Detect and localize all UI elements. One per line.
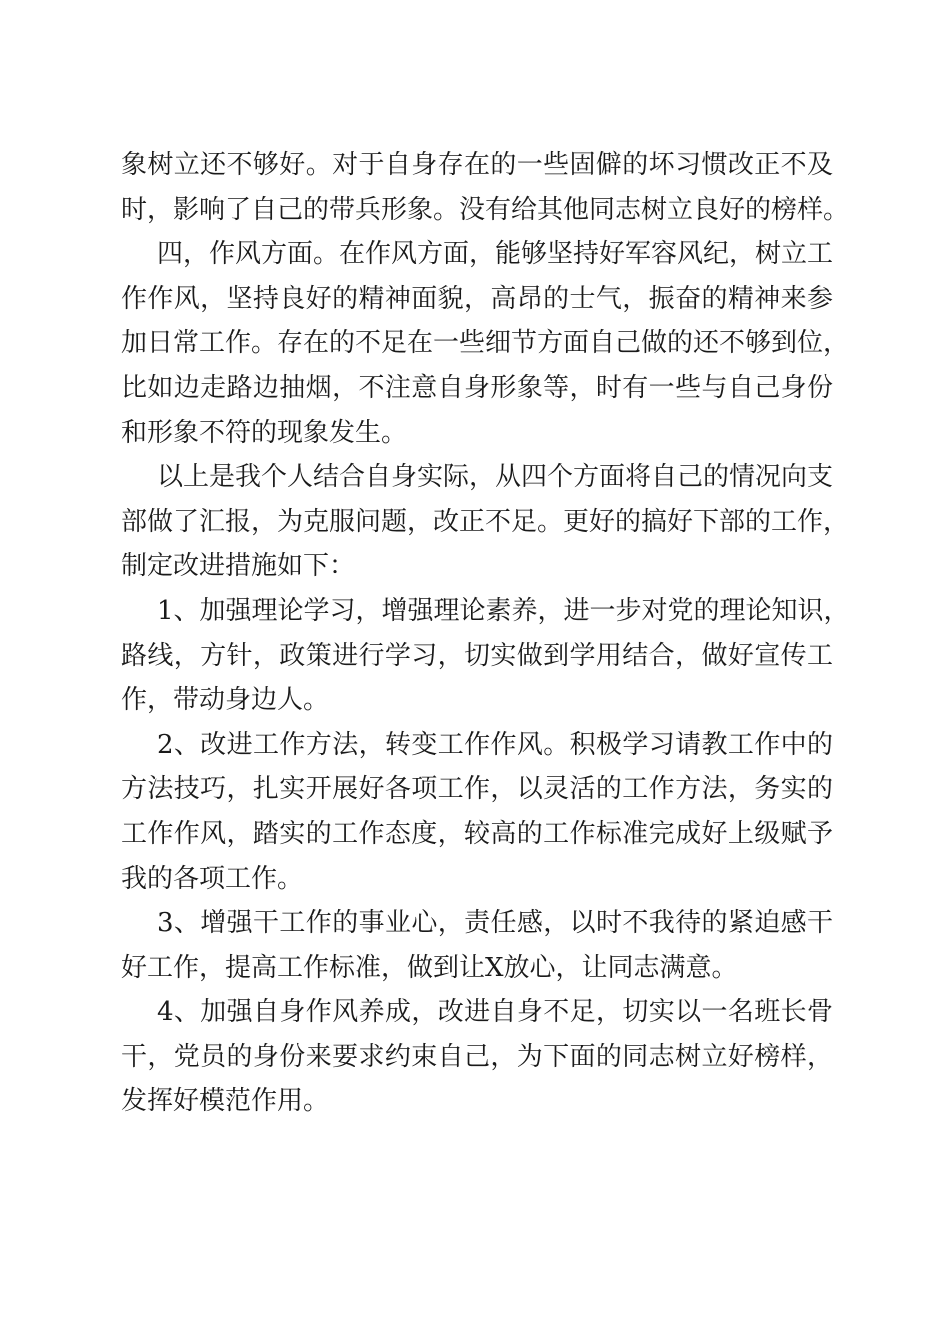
document-body: [121, 143, 850, 1124]
text-line: 发挥好模范作用。: [121, 1086, 330, 1117]
text-line: 时，影响了自己的带兵形象。没有给其他同志树立良好的榜样。: [121, 194, 850, 225]
text-line: 我的各项工作。: [121, 863, 304, 894]
text-line: 作作风，坚持良好的精神面貌，高昂的士气，振奋的精神来参: [121, 283, 833, 314]
text-line: 好工作，提高工作标准，做到让X放心，让同志满意。: [121, 952, 738, 983]
text-line: 象树立还不够好。对于自身存在的一些固僻的坏习惯改正不及: [121, 150, 833, 180]
text-line: 以上是我个人结合自身实际，从四个方面将自己的情况向支: [157, 462, 834, 493]
text-line: 干，党员的身份来要求约束自己，为下面的同志树立好榜样，: [121, 1041, 833, 1072]
text-line: 和形象不符的现象发生。: [121, 417, 408, 448]
text-line: 路线，方针，政策进行学习，切实做到学用结合，做好宣传工: [121, 640, 833, 671]
text-line: 2、改进工作方法，转变工作作风。积极学习请教工作中的: [157, 729, 833, 760]
text-line: 作，带动身边人。: [121, 685, 330, 716]
text-line: 制定改进措施如下：: [121, 551, 356, 582]
text-line: 工作作风，踏实的工作态度，较高的工作标准完成好上级赋予: [121, 818, 833, 849]
text-line: 3、增强干工作的事业心，责任感，以时不我待的紧迫感干: [157, 908, 833, 939]
text-line: 4、加强自身作风养成，改进自身不足，切实以一名班长骨: [157, 997, 833, 1028]
text-line: 方法技巧，扎实开展好各项工作，以灵活的工作方法，务实的: [121, 774, 833, 805]
text-line: 四，作风方面。在作风方面，能够坚持好军容风纪，树立工: [157, 239, 834, 270]
text-line: 加日常工作。存在的不足在一些细节方面自己做的还不够到位，: [121, 328, 850, 359]
text-line: 比如边走路边抽烟，不注意自身形象等，时有一些与自己身份: [121, 372, 833, 403]
text-line: 1、加强理论学习，增强理论素养，进一步对党的理论知识，: [157, 595, 850, 626]
text-line: 部做了汇报，为克服问题，改正不足。更好的搞好下部的工作，: [121, 506, 850, 537]
